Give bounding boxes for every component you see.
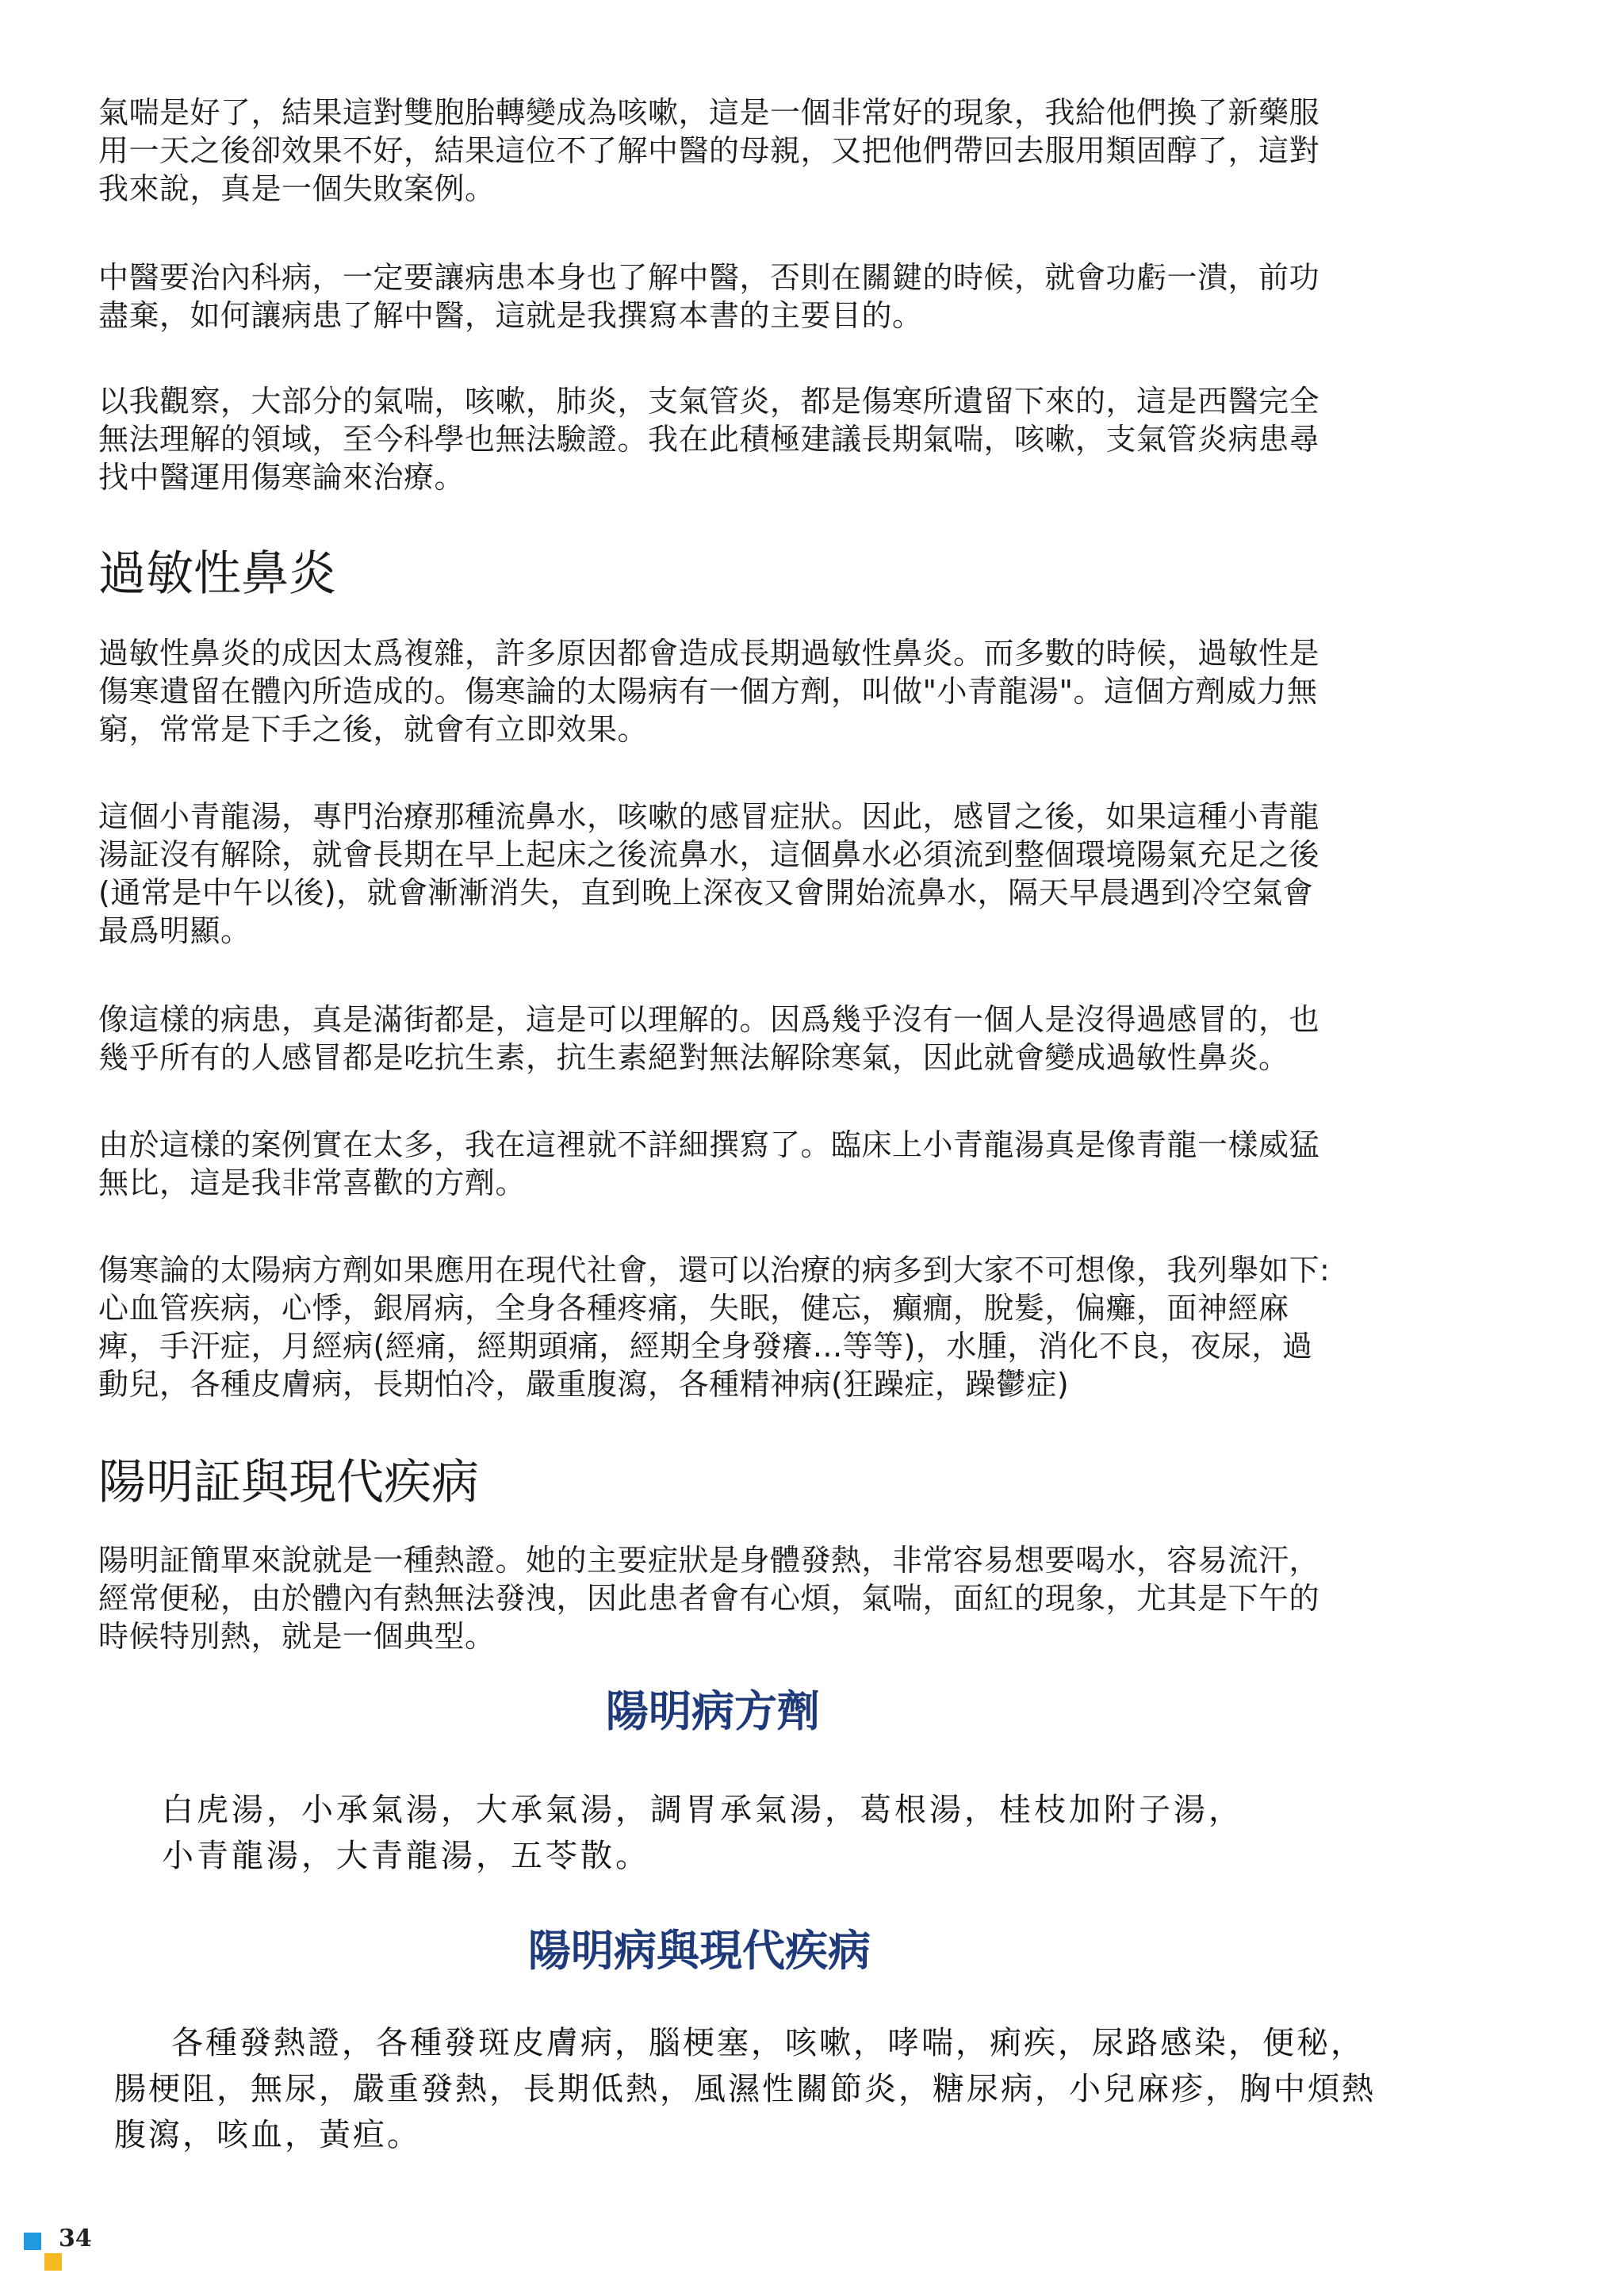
text-line: 小青龍湯，大青龍湯，五苓散。: [162, 1838, 650, 1874]
subheading-yangming-diseases: 陽明病與現代疾病: [528, 1926, 871, 1976]
paragraph-favorite-formula: [98, 1126, 1506, 1202]
text-line: 腹瀉，咳血，黃疸。: [114, 2117, 421, 2153]
paragraph-xiaoqinglong: [98, 798, 1506, 950]
corner-square-blue: [24, 2233, 41, 2250]
paragraph-taiyang-applications: [98, 1251, 1506, 1403]
formula-list: [162, 1787, 1243, 1879]
paragraph-rhinitis-causes: [98, 634, 1506, 748]
text-line: 各種發熱證，各種發斑皮膚病，腦梗塞，咳嗽，哮喘，痢疾，尿路感染，便秘，: [171, 2025, 1365, 2061]
text-line: 找中醫運用傷寒論來治療。: [98, 460, 465, 495]
text-line: 幾乎所有的人感冒都是吃抗生素，抗生素絕對無法解除寒氣，因此就會變成過敏性鼻炎。: [98, 1040, 1289, 1075]
text-line: 由於這樣的案例實在太多，我在這裡就不詳細撰寫了。臨床上小青龍湯真是像青龍一樣威猛: [98, 1127, 1320, 1162]
section-heading-yangming-modern: 陽明証與現代疾病: [98, 1455, 479, 1510]
section-heading-allergic-rhinitis: 過敏性鼻炎: [98, 546, 336, 602]
text-line: 最爲明顯。: [98, 913, 251, 948]
text-line: 窮，常常是下手之後，就會有立即效果。: [98, 712, 649, 747]
paragraph-twins-case: [98, 94, 1506, 208]
text-line: 時候特別熱，就是一個典型。: [98, 1619, 496, 1654]
text-line: 這個小青龍湯，專門治療那種流鼻水，咳嗽的感冒症狀。因此，感冒之後，如果這種小青龍: [98, 799, 1320, 834]
text-line: 動兒，各種皮膚病，長期怕冷，嚴重腹瀉，各種精神病(狂躁症，躁鬱症): [98, 1367, 1070, 1402]
text-line: 傷寒遺留在體內所造成的。傷寒論的太陽病有一個方劑，叫做"小青龍湯"。這個方劑威力無: [98, 674, 1318, 709]
text-line: 我來說，真是一個失敗案例。: [98, 171, 496, 206]
text-line: 用一天之後卻效果不好，結果這位不了解中醫的母親，又把他們帶回去服用類固醇了，這對: [98, 133, 1320, 168]
text-line: 痺，手汗症，月經病(經痛，經期頭痛，經期全身發癢...等等)，水腫，消化不良，夜尿，過: [98, 1329, 1313, 1364]
text-line: 無法理解的領域，至今科學也無法驗證。我在此積極建議長期氣喘，咳嗽，支氣管炎病患尋: [98, 422, 1320, 457]
disease-list: [114, 2020, 1376, 2158]
text-line: 傷寒論的太陽病方劑如果應用在現代社會，還可以治療的病多到大家不可想像，我列舉如下:: [98, 1253, 1331, 1288]
text-line: 心血管疾病，心悸，銀屑病，全身各種疼痛，失眠，健忘，癲癇，脫髮，偏癱，面神經麻: [98, 1291, 1289, 1326]
corner-square-yellow: [44, 2253, 62, 2271]
text-line: 白虎湯，小承氣湯，大承氣湯，調胃承氣湯，葛根湯，桂枝加附子湯，: [162, 1792, 1243, 1828]
paragraph-asthma-observation: [98, 382, 1506, 496]
subheading-yangming-formulas: 陽明病方劑: [606, 1686, 820, 1736]
paragraph-yangming-definition: [98, 1541, 1506, 1655]
text-line: 湯証沒有解除，就會長期在早上起床之後流鼻水，這個鼻水必須流到整個環境陽氣充足之後: [98, 837, 1320, 872]
text-line: 盡棄，如何讓病患了解中醫，這就是我撰寫本書的主要目的。: [98, 298, 923, 333]
text-line: 無比，這是我非常喜歡的方劑。: [98, 1165, 527, 1200]
text-line: (通常是中午以後)，就會漸漸消失，直到晚上深夜又會開始流鼻水，隔天早晨遇到冷空氣會: [98, 875, 1314, 910]
text-line: 中醫要治內科病，一定要讓病患本身也了解中醫，否則在關鍵的時候，就會功虧一潰，前功: [98, 260, 1320, 295]
text-line: 過敏性鼻炎的成因太爲複雜，許多原因都會造成長期過敏性鼻炎。而多數的時候，過敏性是: [98, 636, 1320, 671]
text-line: 陽明証簡單來說就是一種熱證。她的主要症狀是身體發熱，非常容易想要喝水，容易流汗，: [98, 1543, 1320, 1578]
text-line: 經常便秘，由於體內有熱無法發洩，因此患者會有心煩，氣喘，面紅的現象，尤其是下午的: [98, 1581, 1320, 1616]
text-line: 腸梗阻，無尿，嚴重發熱，長期低熱，風濕性關節炎，糖尿病，小兒麻疹，胸中煩熱: [114, 2071, 1376, 2107]
text-line: 像這樣的病患，真是滿街都是，這是可以理解的。因爲幾乎沒有一個人是沒得過感冒的，也: [98, 1002, 1320, 1037]
paragraph-common-patients: [98, 1001, 1506, 1077]
text-line: 氣喘是好了，結果這對雙胞胎轉變成為咳嗽，這是一個非常好的現象，我給他們換了新藥服: [98, 95, 1320, 130]
paragraph-book-purpose: [98, 258, 1506, 335]
page-number: 34: [59, 2225, 92, 2252]
text-line: 以我觀察，大部分的氣喘，咳嗽，肺炎，支氣管炎，都是傷寒所遺留下來的，這是西醫完全: [98, 384, 1320, 419]
